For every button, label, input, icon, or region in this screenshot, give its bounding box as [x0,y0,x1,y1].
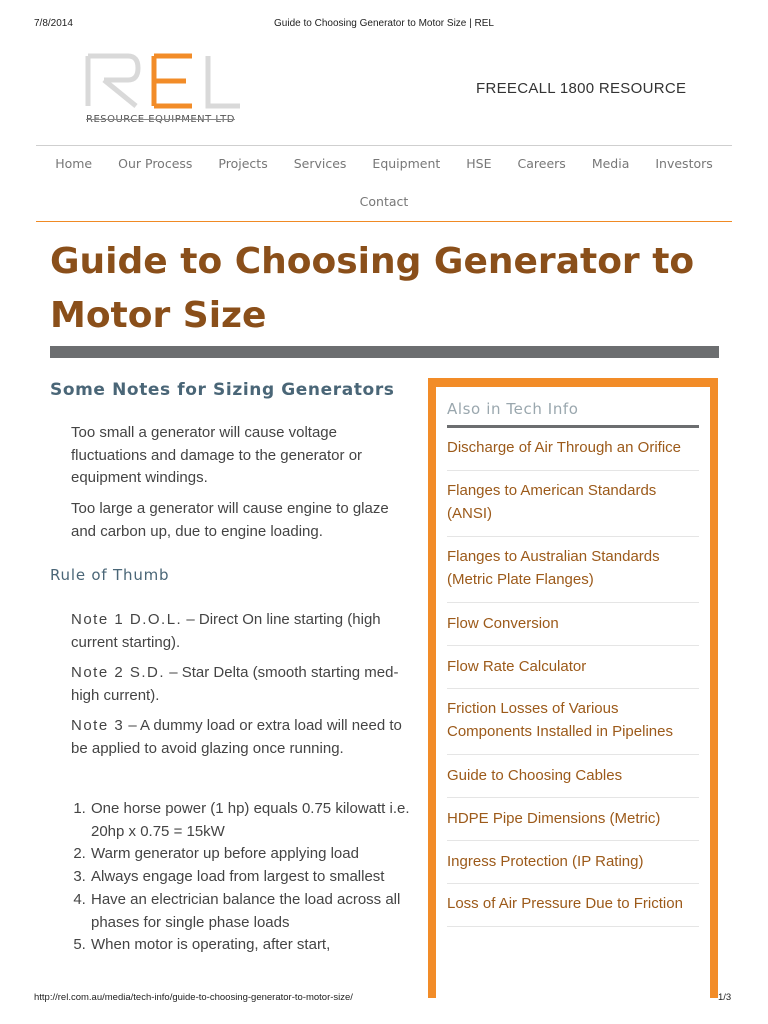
note-1-label: Note 1 D.O.L. [71,611,183,628]
sidebar-link[interactable]: Flanges to American Standards (ANSI) [447,471,699,537]
list-item: 2. Warm generator up before applying load [90,843,440,866]
logo-subtitle: RESOURCE EQUIPMENT LTD [86,114,235,125]
list-item: 5. When motor is operating, after start, [90,934,440,957]
note-2-text: – Star Delta (smooth starting med-high current). [71,664,399,704]
list-item: 1. One horse power (1 hp) equals 0.75 kilowatt i.e. 20hp x 0.75 = 15kW [90,798,440,843]
paragraph-too-large: Too large a generator will cause engine to glaze and carbon up, due to engine loading. [71,500,389,540]
sidebar-link[interactable]: Ingress Protection (IP Rating) [447,841,699,884]
section-heading: Some Notes for Sizing Generators [50,380,395,400]
note-2 [71,662,416,707]
nav-item-equipment[interactable]: Equipment [372,156,441,171]
sidebar-link[interactable]: Flanges to Australian Standards (Metric Plate Flanges) [447,537,699,603]
rule-of-thumb-heading: Rule of Thumb [50,566,170,584]
nav-item-home[interactable]: Home [55,156,93,171]
print-date: 7/8/2014 [34,18,73,29]
nav-row [36,156,732,171]
print-page-title: Guide to Choosing Generator to Motor Size | REL [274,18,494,29]
paragraph-too-small: Too small a generator will cause voltage fluctuations and damage to the generator or equipment windings. [71,424,363,486]
nav-item-services[interactable]: Services [293,156,347,171]
nav-item-media[interactable]: Media [591,156,630,171]
tech-info-sidebar [428,378,718,998]
nav-item-careers[interactable]: Careers [517,156,566,171]
nav-item-contact[interactable]: Contact [359,194,409,209]
main-navigation [36,145,732,222]
sidebar-link[interactable]: Loss of Air Pressure Due to Friction [447,884,699,927]
note-1-text: – Direct On line starting (high current starting). [71,611,381,651]
list-item: 3. Always engage load from largest to smallest [90,866,440,889]
sidebar-link[interactable]: Guide to Choosing Cables [447,755,699,798]
sidebar-link[interactable]: Flow Rate Calculator [447,646,699,689]
nav-item-projects[interactable]: Projects [218,156,268,171]
note-1 [71,609,416,654]
note-3-label: Note 3 [71,717,125,734]
nav-item-hse[interactable]: HSE [466,156,492,171]
sidebar-link-list [447,428,699,927]
rules-list [70,798,440,957]
note-3 [71,715,416,760]
sidebar-heading: Also in Tech Info [447,400,579,418]
nav-item-investors[interactable]: Investors [655,156,713,171]
list-item: 4. Have an electrician balance the load across all phases for single phase loads [90,889,440,934]
note-2-label: Note 2 S.D. [71,664,166,681]
print-url: http://rel.com.au/media/tech-info/guide-to-choosing-generator-to-motor-size/ [34,992,353,1003]
title-divider [50,346,719,358]
sidebar-link[interactable]: Friction Losses of Various Components Installed in Pipelines [447,689,699,755]
note-3-text: – A dummy load or extra load will need to be applied to avoid glazing once running. [71,717,402,757]
print-page-number: 1/3 [718,992,732,1003]
freecall-phone[interactable]: FREECALL 1800 RESOURCE [476,80,687,97]
rel-logo-mark [84,50,244,114]
sidebar-link[interactable]: Discharge of Air Through an Orifice [447,428,699,471]
sidebar-link[interactable]: Flow Conversion [447,603,699,646]
page-title: Guide to Choosing Generator to Motor Size [50,241,695,336]
sidebar-link[interactable]: HDPE Pipe Dimensions (Metric) [447,798,699,841]
nav-item-our-process[interactable]: Our Process [118,156,193,171]
